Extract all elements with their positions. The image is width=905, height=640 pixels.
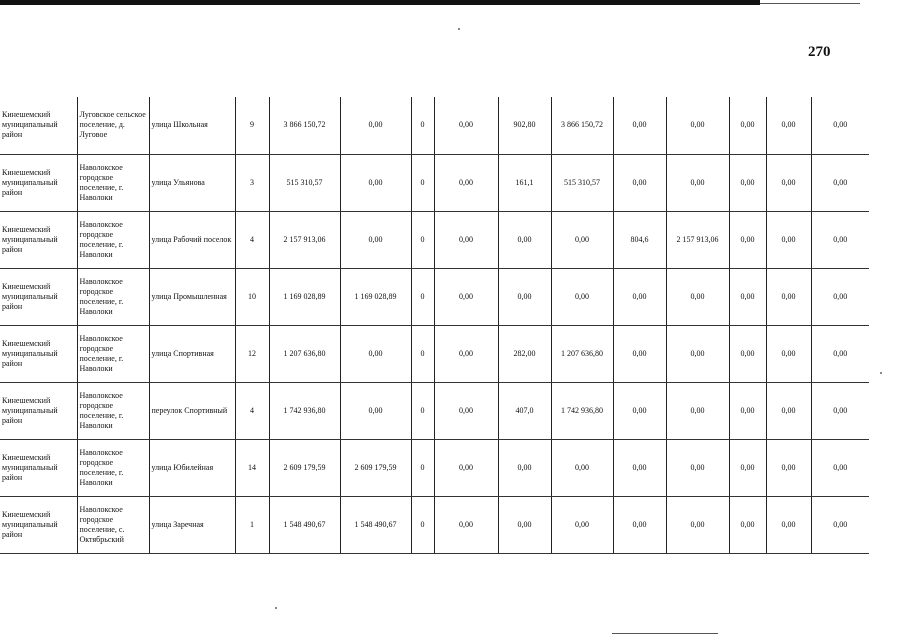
amount-cell: 0,00 bbox=[666, 325, 729, 382]
district-cell: Кинешемский муниципальный район bbox=[0, 154, 77, 211]
amount-cell: 0,00 bbox=[434, 268, 498, 325]
amount-total-cell: 1 207 636,80 bbox=[269, 325, 340, 382]
table-row bbox=[0, 211, 869, 268]
amount-cell: 0,00 bbox=[340, 382, 411, 439]
table-row bbox=[0, 439, 869, 496]
area-cell: 282,00 bbox=[498, 325, 551, 382]
amount-cell: 0,00 bbox=[666, 439, 729, 496]
amount-cell: 0,00 bbox=[613, 268, 666, 325]
street-cell: улица Промышленная bbox=[149, 268, 235, 325]
amount-cell: 0,00 bbox=[766, 268, 811, 325]
street-cell: улица Рабочий поселок bbox=[149, 211, 235, 268]
table-row bbox=[0, 325, 869, 382]
amount-cell: 0,00 bbox=[729, 496, 766, 553]
amount-cell: 0,00 bbox=[340, 97, 411, 154]
street-cell: улица Юбилейная bbox=[149, 439, 235, 496]
district-cell: Кинешемский муниципальный район bbox=[0, 325, 77, 382]
flag-cell: 0 bbox=[411, 268, 434, 325]
amount-cell: 515 310,57 bbox=[551, 154, 613, 211]
amount-cell: 0,00 bbox=[434, 154, 498, 211]
scan-speck bbox=[275, 607, 277, 609]
amount-cell: 0,00 bbox=[811, 382, 869, 439]
district-cell: Кинешемский муниципальный район bbox=[0, 496, 77, 553]
amount-cell: 0,00 bbox=[766, 382, 811, 439]
amount-cell: 1 742 936,80 bbox=[551, 382, 613, 439]
amount-cell: 0,00 bbox=[766, 325, 811, 382]
amount-cell: 0,00 bbox=[434, 325, 498, 382]
table-row bbox=[0, 154, 869, 211]
amount-cell: 0,00 bbox=[729, 382, 766, 439]
count-cell: 10 bbox=[235, 268, 269, 325]
scan-top-edge bbox=[0, 0, 760, 5]
amount-cell: 0,00 bbox=[613, 97, 666, 154]
amount-cell: 0,00 bbox=[551, 496, 613, 553]
amount-total-cell: 1 742 936,80 bbox=[269, 382, 340, 439]
amount-cell: 1 207 636,80 bbox=[551, 325, 613, 382]
street-cell: улица Спортивная bbox=[149, 325, 235, 382]
district-cell: Кинешемский муниципальный район bbox=[0, 382, 77, 439]
table-row bbox=[0, 496, 869, 553]
area-cell: 0,00 bbox=[498, 268, 551, 325]
count-cell: 4 bbox=[235, 211, 269, 268]
area-cell: 407,0 bbox=[498, 382, 551, 439]
amount-cell: 0,00 bbox=[729, 439, 766, 496]
area-cell: 0,00 bbox=[498, 439, 551, 496]
district-cell: Кинешемский муниципальный район bbox=[0, 439, 77, 496]
count-cell: 12 bbox=[235, 325, 269, 382]
table-row bbox=[0, 382, 869, 439]
scan-top-line bbox=[760, 3, 860, 4]
amount-total-cell: 2 157 913,06 bbox=[269, 211, 340, 268]
amount-cell: 0,00 bbox=[766, 439, 811, 496]
settlement-cell: Наволокское городское поселение, г. Наволоки bbox=[77, 439, 149, 496]
count-cell: 1 bbox=[235, 496, 269, 553]
amount-cell: 0,00 bbox=[666, 97, 729, 154]
flag-cell: 0 bbox=[411, 154, 434, 211]
area-cell: 0,00 bbox=[498, 211, 551, 268]
page-number: 270 bbox=[808, 44, 831, 60]
amount-cell: 0,00 bbox=[613, 325, 666, 382]
flag-cell: 0 bbox=[411, 211, 434, 268]
table-row bbox=[0, 268, 869, 325]
amount-cell: 0,00 bbox=[811, 268, 869, 325]
amount-cell: 0,00 bbox=[613, 154, 666, 211]
amount-cell: 0,00 bbox=[340, 325, 411, 382]
area-cell: 0,00 bbox=[498, 496, 551, 553]
scan-bottom-line bbox=[612, 633, 718, 634]
flag-cell: 0 bbox=[411, 382, 434, 439]
district-cell: Кинешемский муниципальный район bbox=[0, 97, 77, 154]
amount-cell: 0,00 bbox=[729, 325, 766, 382]
flag-cell: 0 bbox=[411, 325, 434, 382]
amount-cell: 2 609 179,59 bbox=[340, 439, 411, 496]
settlement-cell: Луговское сельское поселение, д. Луговое bbox=[77, 97, 149, 154]
flag-cell: 0 bbox=[411, 439, 434, 496]
amount-cell: 0,00 bbox=[729, 211, 766, 268]
amount-cell: 0,00 bbox=[666, 268, 729, 325]
amount-cell: 0,00 bbox=[729, 268, 766, 325]
amount-cell: 0,00 bbox=[434, 211, 498, 268]
amount-cell: 3 866 150,72 bbox=[551, 97, 613, 154]
settlement-cell: Наволокское городское поселение, г. Наволоки bbox=[77, 325, 149, 382]
settlement-cell: Наволокское городское поселение, с. Октябрьский bbox=[77, 496, 149, 553]
amount-cell: 1 548 490,67 bbox=[340, 496, 411, 553]
table-body bbox=[0, 97, 869, 553]
amount-cell: 0,00 bbox=[434, 382, 498, 439]
amount-total-cell: 3 866 150,72 bbox=[269, 97, 340, 154]
amount-cell: 0,00 bbox=[551, 268, 613, 325]
settlement-cell: Наволокское городское поселение, г. Наволоки bbox=[77, 154, 149, 211]
amount-cell: 0,00 bbox=[613, 496, 666, 553]
amount-cell: 0,00 bbox=[666, 382, 729, 439]
district-cell: Кинешемский муниципальный район bbox=[0, 211, 77, 268]
amount-cell: 2 157 913,06 bbox=[666, 211, 729, 268]
amount-cell: 0,00 bbox=[811, 439, 869, 496]
budget-table bbox=[0, 97, 869, 554]
amount-cell: 0,00 bbox=[340, 154, 411, 211]
flag-cell: 0 bbox=[411, 97, 434, 154]
amount-cell: 0,00 bbox=[434, 496, 498, 553]
amount-cell: 804,6 bbox=[613, 211, 666, 268]
amount-cell: 0,00 bbox=[811, 154, 869, 211]
count-cell: 3 bbox=[235, 154, 269, 211]
scan-speck bbox=[458, 28, 460, 30]
street-cell: улица Ульянова bbox=[149, 154, 235, 211]
area-cell: 902,80 bbox=[498, 97, 551, 154]
amount-cell: 0,00 bbox=[811, 211, 869, 268]
count-cell: 9 bbox=[235, 97, 269, 154]
settlement-cell: Наволокское городское поселение, г. Наволоки bbox=[77, 382, 149, 439]
amount-cell: 0,00 bbox=[434, 97, 498, 154]
amount-cell: 1 169 028,89 bbox=[340, 268, 411, 325]
flag-cell: 0 bbox=[411, 496, 434, 553]
amount-cell: 0,00 bbox=[551, 211, 613, 268]
street-cell: улица Школьная bbox=[149, 97, 235, 154]
settlement-cell: Наволокское городское поселение, г. Наволоки bbox=[77, 268, 149, 325]
amount-cell: 0,00 bbox=[666, 496, 729, 553]
amount-cell: 0,00 bbox=[766, 97, 811, 154]
amount-total-cell: 515 310,57 bbox=[269, 154, 340, 211]
amount-cell: 0,00 bbox=[434, 439, 498, 496]
area-cell: 161,1 bbox=[498, 154, 551, 211]
amount-cell: 0,00 bbox=[766, 154, 811, 211]
amount-cell: 0,00 bbox=[811, 325, 869, 382]
street-cell: переулок Спортивный bbox=[149, 382, 235, 439]
count-cell: 14 bbox=[235, 439, 269, 496]
table-row bbox=[0, 97, 869, 154]
street-cell: улица Заречная bbox=[149, 496, 235, 553]
amount-cell: 0,00 bbox=[613, 382, 666, 439]
amount-cell: 0,00 bbox=[729, 154, 766, 211]
amount-total-cell: 1 169 028,89 bbox=[269, 268, 340, 325]
settlement-cell: Наволокское городское поселение, г. Наволоки bbox=[77, 211, 149, 268]
amount-cell: 0,00 bbox=[811, 496, 869, 553]
amount-cell: 0,00 bbox=[766, 496, 811, 553]
amount-cell: 0,00 bbox=[666, 154, 729, 211]
amount-total-cell: 2 609 179,59 bbox=[269, 439, 340, 496]
amount-cell: 0,00 bbox=[340, 211, 411, 268]
scan-speck bbox=[880, 372, 882, 374]
amount-cell: 0,00 bbox=[729, 97, 766, 154]
amount-cell: 0,00 bbox=[766, 211, 811, 268]
amount-cell: 0,00 bbox=[811, 97, 869, 154]
count-cell: 4 bbox=[235, 382, 269, 439]
amount-total-cell: 1 548 490,67 bbox=[269, 496, 340, 553]
district-cell: Кинешемский муниципальный район bbox=[0, 268, 77, 325]
amount-cell: 0,00 bbox=[613, 439, 666, 496]
amount-cell: 0,00 bbox=[551, 439, 613, 496]
